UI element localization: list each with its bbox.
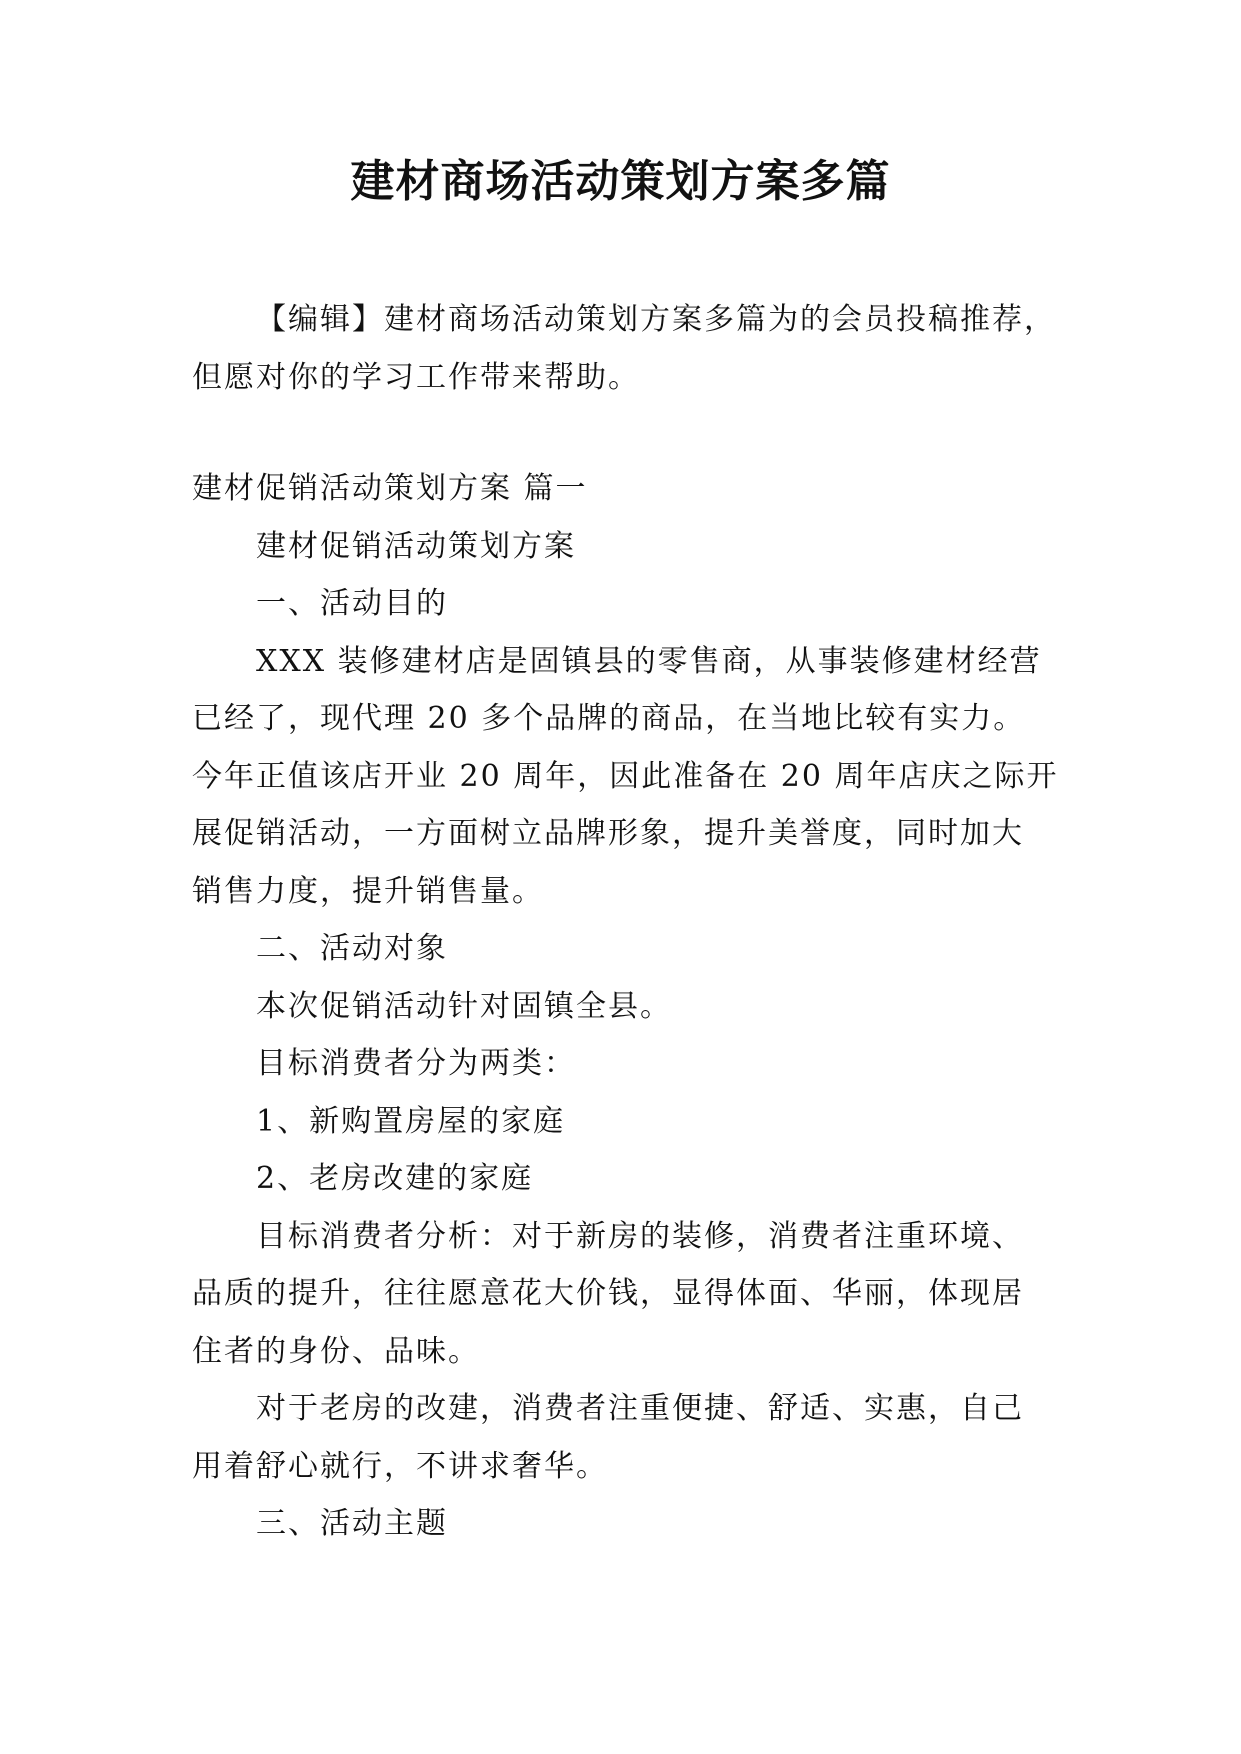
list-item: 2、老房改建的家庭 [256,1161,534,1196]
subheading: 建材促销活动策划方案 [256,528,576,564]
intro-line: 但愿对你的学习工作带来帮助。 [192,360,640,395]
body-line: 用着舒心就行，不讲求奢华。 [192,1448,608,1484]
body-line: 目标消费者分为两类： [256,1046,576,1081]
body-line: 销售力度，提升销售量。 [192,873,544,909]
body-line: 品质的提升，往往愿意花大价钱，显得体面、华丽，体现居 [192,1276,1024,1311]
body-line: XXX 装修建材店是固镇县的零售商，从事装修建材经营 [256,643,1042,679]
body-line: 本次促销活动针对固镇全县。 [256,988,672,1024]
body-line: 今年正值该店开业 20 周年，因此准备在 20 周年店庆之际开 [192,758,1059,794]
section-heading: 建材促销活动策划方案 篇一 [192,471,588,506]
intro-paragraph [192,291,1056,407]
body-line: 已经了，现代理 20 多个品牌的商品，在当地比较有实力。 [192,701,1026,736]
body-line: 目标消费者分析：对于新房的装修，消费者注重环境、 [256,1218,1024,1254]
section-heading: 二、活动对象 [256,931,448,966]
body-line: 展促销活动，一方面树立品牌形象，提升美誉度，同时加大 [192,816,1024,851]
section-heading: 三、活动主题 [256,1506,448,1541]
document-body [192,460,1059,1553]
list-item: 1、新购置房屋的家庭 [256,1103,566,1139]
section-heading: 一、活动目的 [256,586,448,621]
body-line: 对于老房的改建，消费者注重便捷、舒适、实惠，自己 [256,1391,1024,1426]
body-line: 住者的身份、品味。 [192,1333,480,1369]
document-title: 建材商场活动策划方案多篇 [350,156,891,207]
intro-line: 【编辑】建材商场活动策划方案多篇为的会员投稿推荐， [256,302,1056,337]
